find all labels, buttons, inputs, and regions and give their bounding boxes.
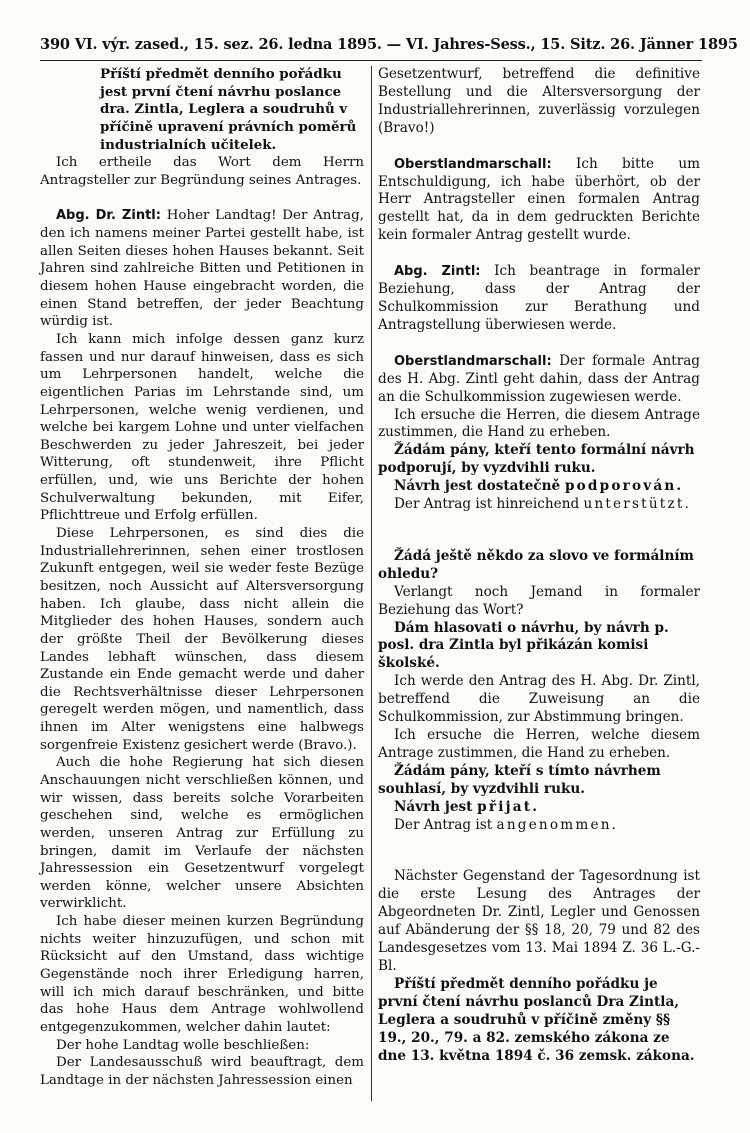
czech-next-agenda: Příští předmět denního pořádku je první čtení návrhu poslanců Dra Zintla, Leglera a soudruhů v příčině změny §§ 19., 20., 79. a 82. zemského zákona ze dne 13. května 1894 č. 36 zemsk. zákona. [378, 975, 695, 1064]
czech-request-2: Žádám pány, kteří s tímto návrhem souhlasí, by vyzdvihli ruku. [378, 762, 661, 797]
column-divider [371, 66, 372, 1101]
czech-question: Žádá ještě někdo za slovo ve formálním ohledu? [378, 547, 694, 582]
next-agenda-paragraph: Nächster Gegenstand der Tagesordnung ist die erste Lesung des Antrages der Abgeordneten Dr. Zintl, Legler und Genossen auf Abänderung der §§ 18, 20, 79 und 82 des Landesgesetzes vom 13. Mai 1894 Z. 36 L.-G.-Bl. [378, 868, 700, 974]
question-paragraph: Verlangt noch Jemand in formaler Beziehung das Wort? [378, 583, 700, 618]
speech-oberstlandmarschall-2: Oberstlandmarschall: Der formale Antrag des H. Abg. Zintl geht dahin, dass der Antrag an die Schulkommission zugewiesen werde. [378, 352, 700, 405]
vote-announcement-paragraph: Ich werde den Antrag des H. Abg. Dr. Zintl, betreffend die Zuweisung an die Schulkommission, zur Abstimmung bringen. [378, 673, 700, 726]
resolution-line-1: Der hohe Landtag wolle beschließen: [56, 1037, 310, 1053]
speech-oberstlandmarschall-1: Oberstlandmarschall: Ich bitte um Entschuldigung, ich habe überhört, ob der Herr Antragsteller einen formalen Antrag gestellt hat, da in dem gedruckten Berichte kein formaler Antrag gestellt wurde. [378, 155, 701, 244]
left-column [40, 66, 364, 1090]
page-header: 390 VI. výr. zased., 15. sez. 26. ledna 1895. — VI. Jahres-Sess., 15. Sitz. 26. Jänner 1895 [40, 36, 738, 53]
speech-paragraph-2: Ich kann mich infolge dessen ganz kurz fassen und nur darauf hinweisen, dass es sich um Lehrpersonen handelt, welche die eigentlichen Parias im Lehrstande sind, um Lehrpersonen, welche wenig verdienen, und welche bei kargem Lohne und unter vielfachen Beschwerden zu jeder Jahreszeit, bei jeder Witterung, oft stundenweit, ihre Pflicht erfüllen, und, wie uns Berichte der hohen Schulverwaltung bekunden, mit Eifer, Pflichttreue und Erfolg erfüllen. [40, 331, 364, 524]
speaker-label: Oberstlandmarschall: [394, 353, 552, 369]
accepted-paragraph: Der Antrag ist angenommen. [394, 816, 619, 833]
czech-agenda-intro: Příští předmět denního pořádku jest první čtení návrhu poslance dra. Zintla, Leglera a soudruhů v příčině upravení právních poměrů industrialních učitelek. [100, 66, 357, 153]
resolution-line-2: Der Landesausschuß wird beauftragt, dem Landtage in der nächsten Jahressession einen [40, 1055, 364, 1088]
supported-paragraph: Der Antrag ist hinreichend unterstützt. [394, 496, 692, 513]
speech-paragraph-4: Auch die hohe Regierung hat sich diesen Anschauungen nicht verschließen können, und wir wissen, dass bereits solche Vorarbeiten geschehen sind, welche es ermöglichen werden, unseren Antrag zur Erfüllung zu bringen, damit im Verlaufe der nächsten Jahressession ein Gesetzentwurf vorgelegt werden könne, welcher unsere Absichten verwirklicht. [40, 755, 364, 912]
header-rule [40, 60, 702, 61]
speech-paragraph-3: Diese Lehrpersonen, es sind dies die Industriallehrerinnen, sehen einer trostlosen Zukunft entgegen, weil sie weder feste Bezüge besitzen, noch Aussicht auf Altersversorgung haben. Ich glaube, dass nicht allein die Mitglieder des hohen Hauses, sondern auch der größte Theil der Bevölkerung dieses Landes lebhaft wünschen, dass diesem Zustande ein Ende gemacht werde und daher die Rechtsverhältnisse dieser Lehrpersonen geregelt werden mögen, und namentlich, dass ihnen im Alter wenigstens eine halbwegs sorgenfreie Existenz gesichert werde (Bravo.). [40, 526, 364, 753]
continuation-paragraph: Gesetzentwurf, betreffend die definitive Bestellung und die Altersversorgung der Industriallehrerinnen, zuverlässig vorzulegen (Bravo!) [378, 66, 700, 136]
czech-supported: Návrh jest dostatečně podporován. [394, 478, 684, 495]
request-paragraph-1: Ich ersuche die Herren, die diesem Antrage zustimmen, die Hand zu erheben. [378, 406, 700, 441]
speech-paragraph-5: Ich habe dieser meinen kurzen Begründung nichts weiter hinzuzufügen, und schon mit Rücksicht auf den Umstand, dass wichtige Gegenstände noch ihrer Erledigung harren, will ich mich darauf beschränken, und bitte das hohe Haus dem Antrage wohlwollend entgegenzukommen, welcher dahin lautet: [40, 914, 364, 1035]
speech-zintl-2: Abg. Zintl: Ich beantrage in formaler Beziehung, dass der Antrag der Schulkommission zur Berathung und Antragstellung überwiesen werde. [378, 263, 700, 333]
intro-paragraph: Ich ertheile das Wort dem Herrn Antragsteller zur Begründung seines Antrages. [40, 155, 364, 188]
speaker-label: Oberstlandmarschall: [394, 156, 552, 172]
speaker-label: Abg. Zintl: [394, 264, 481, 280]
request-paragraph-2: Ich ersuche die Herren, welche diesem Antrage zustimmen, die Hand zu erheben. [378, 727, 700, 761]
czech-accepted: Návrh jest přijat. [394, 798, 540, 815]
czech-vote-announcement: Dám hlasovati o návrhu, by návrh p. posl. dra Zintla byl přikázán komisi školské. [378, 619, 669, 672]
right-column [378, 66, 700, 1065]
speech-paragraph-1: Abg. Dr. Zintl: Hoher Landtag! Der Antrag, den ich namens meiner Partei gestellt habe, ist allen Seiten dieses hohen Hauses bekannt. Seit Jahren sind zahlreiche Bitten und Petitionen in diesem hohen Hause eingebracht worden, die einen Stand betreffen, der jeder Beachtung würdig ist. [40, 208, 364, 330]
speaker-label: Abg. Dr. Zintl: [56, 208, 161, 224]
czech-request-1: Žádám pány, kteří tento formální návrh podporují, by vyzdvihli ruku. [378, 442, 695, 477]
